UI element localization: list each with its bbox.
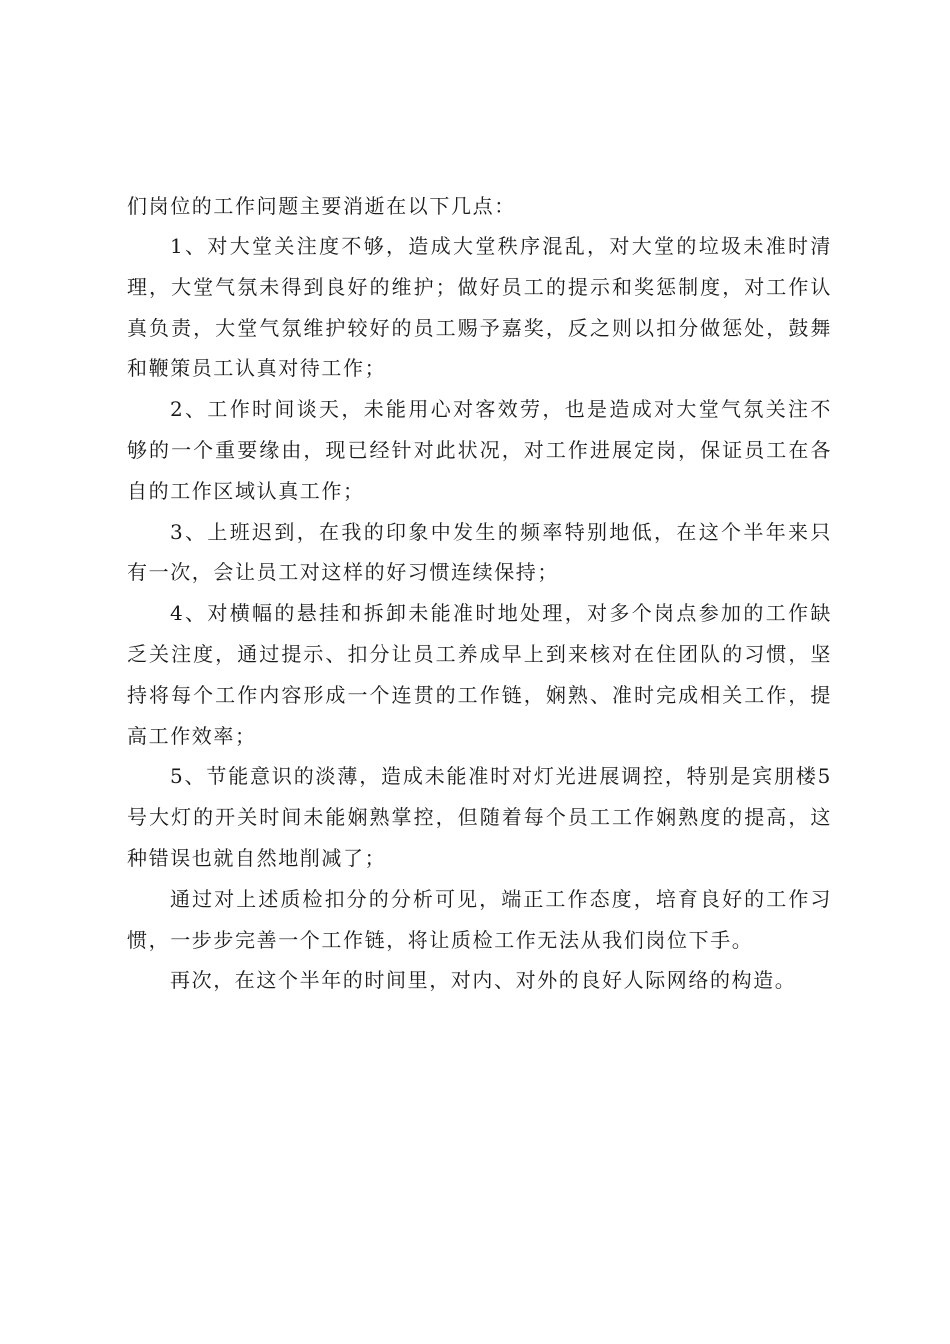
paragraph-intro: 们岗位的工作问题主要消逝在以下几点： xyxy=(127,194,516,218)
paragraph-next-section: 再次，在这个半年的时间里，对内、对外的良好人际网络的构造。 xyxy=(170,968,797,993)
paragraph-item-5: 5、节能意识的淡薄，造成未能准时对灯光进展调控，特别是宾朋楼5号大灯的开关时间未能娴熟掌控，但随着每个员工工作娴熟度的提高，这种错误也就自然地削减了； xyxy=(127,764,832,870)
paragraph-summary: 通过对上述质检扣分的分析可见，端正工作态度，培育良好的工作习惯，一步步完善一个工作链，将让质检工作无法从我们岗位下手。 xyxy=(127,886,832,952)
paragraph-item-2: 2、工作时间谈天，未能用心对客效劳，也是造成对大堂气氛关注不够的一个重要缘由，现已经针对此状况，对工作进展定岗，保证员工在各自的工作区域认真工作； xyxy=(127,397,832,503)
document-body xyxy=(127,186,832,1001)
paragraph-item-1: 1、对大堂关注度不够，造成大堂秩序混乱，对大堂的垃圾未准时清理，大堂气氛未得到良好的维护；做好员工的提示和奖惩制度，对工作认真负责，大堂气氛维护较好的员工赐予嘉奖，反之则以扣分做惩处，鼓舞和鞭策员工认真对待工作； xyxy=(127,234,832,381)
paragraph-item-3: 3、上班迟到，在我的印象中发生的频率特别地低，在这个半年来只有一次，会让员工对这样的好习惯连续保持； xyxy=(127,519,832,585)
paragraph-item-4: 4、对横幅的悬挂和拆卸未能准时地处理，对多个岗点参加的工作缺乏关注度，通过提示、扣分让员工养成早上到来核对在住团队的习惯，坚持将每个工作内容形成一个连贯的工作链，娴熟、准时完成相关工作，提高工作效率； xyxy=(127,601,832,748)
